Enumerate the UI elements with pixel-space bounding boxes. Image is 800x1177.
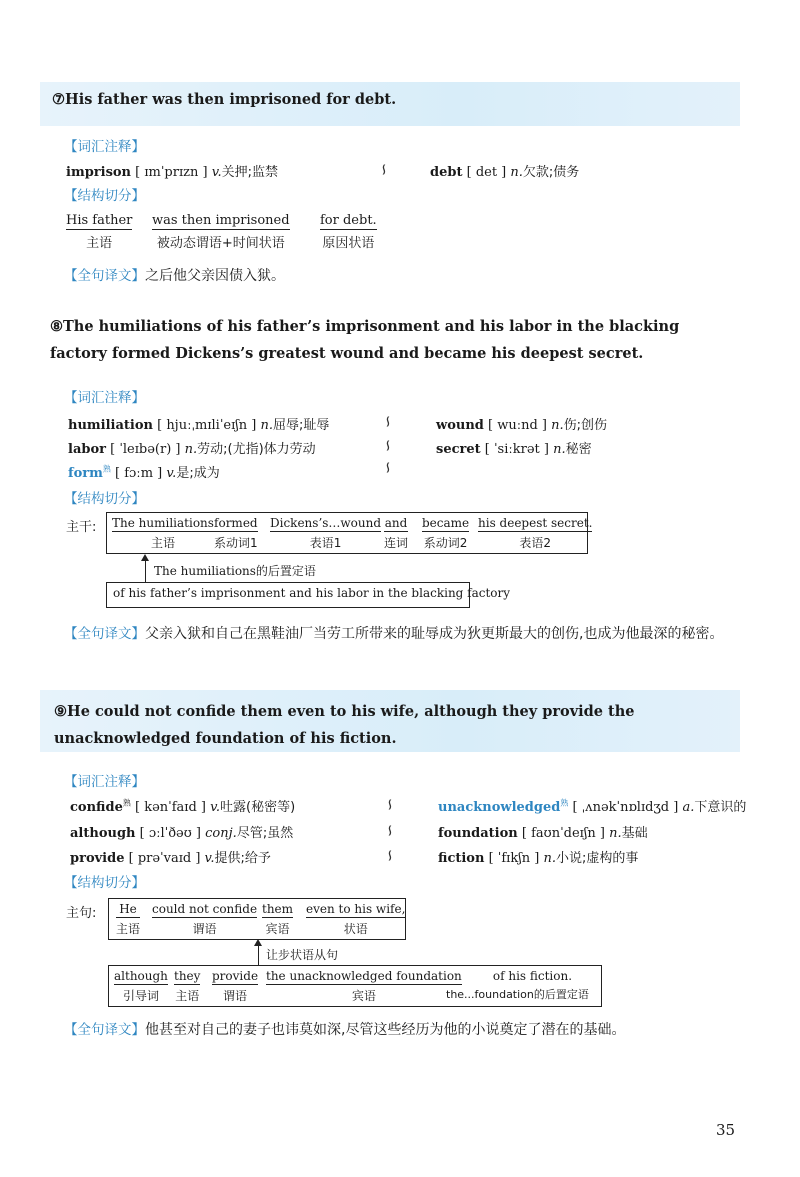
segment-subject-7: His father 主语 [66, 213, 133, 251]
segment-adverbial-7: for debt. 原因状语 [320, 213, 377, 251]
sentence-9: ⑨He could not confide them even to his wife, although they provide the unacknowledged foundation of his fiction. [54, 703, 635, 747]
vocab-foundation: foundation [ faʊnˈdeɪʃn ] n.基础 [438, 826, 648, 841]
vocab-fiction: fiction [ ˈfɪkʃn ] n.小说;虚构的事 [438, 851, 639, 866]
sub-segment-9-2: they 主语 [174, 969, 201, 1003]
segment-9-2: could not confide 谓语 [152, 902, 258, 936]
vocab-although: although [ ɔːlˈðəʊ ] conj.尽管;虽然 [70, 826, 294, 841]
main-label-9: 主句: [66, 906, 97, 921]
arrow-note-9: 让步状语从句 [266, 948, 339, 962]
segment-8-1: The humiliations 主语 [112, 516, 214, 550]
vocab-label-9: 【词汇注释】 [64, 774, 145, 790]
sentence-7: ⑦His father was then imprisoned for debt. [52, 91, 397, 108]
vocab-debt: debt [ det ] n.欠款;债务 [430, 165, 580, 180]
divider-wave-icon: ∽ [379, 414, 399, 429]
segment-8-4: and 连词 [384, 516, 409, 550]
translation-7: 【全句译文】之后他父亲因债入狱。 [64, 268, 285, 284]
vocab-secret: secret [ ˈsiːkrət ] n.秘密 [436, 442, 592, 457]
sub-segment-9-3: provide 谓语 [212, 969, 259, 1003]
segment-9-4: even to his wife, 状语 [306, 902, 406, 936]
vocab-label-8: 【词汇注释】 [64, 390, 145, 406]
arrow-note-8: The humiliations的后置定语 [154, 564, 316, 578]
segment-8-3: Dickens’s…wound 表语1 [270, 516, 382, 550]
structure-label-9: 【结构切分】 [64, 875, 145, 891]
sub-segment-9-1: although 引导词 [114, 969, 168, 1003]
segment-9-1: He 主语 [116, 902, 141, 936]
translation-9: 【全句译文】他甚至对自己的妻子也讳莫如深,尽管这些经历为他的小说奠定了潜在的基础。 [64, 1022, 626, 1038]
structure-label-8: 【结构切分】 [64, 491, 145, 507]
sentence-8: ⑧The humiliations of his father’s imprisonment and his labor in the blacking factory formed Dickens’s greatest wound and became his deepest secret. [50, 318, 680, 362]
vocab-unacknowledged: unacknowledged$^熟$ [ ˌʌnəkˈnɒlɪdʒd ] a.下意识的 [438, 798, 747, 815]
divider-wave-icon: ∽ [375, 162, 395, 177]
segment-predicate-7: was then imprisoned 被动态谓语+时间状语 [152, 213, 290, 251]
arrow-line [145, 560, 146, 582]
structure-label-7: 【结构切分】 [64, 188, 145, 204]
divider-wave-icon: ∽ [381, 823, 401, 838]
vocab-confide: confide$^熟$ [ kənˈfaɪd ] v.吐露(秘密等) [70, 798, 296, 815]
divider-wave-icon: ∽ [379, 438, 399, 453]
vocab-imprison: imprison [ ɪmˈprɪzn ] v.关押;监禁 [66, 165, 279, 180]
sub-segment-9-4: the unacknowledged foundation 宾语 [266, 969, 462, 1003]
main-label-8: 主干: [66, 520, 97, 535]
vocab-labor: labor [ ˈleɪbə(r) ] n.劳动;(尤指)体力劳动 [68, 442, 316, 457]
divider-wave-icon: ∽ [381, 848, 401, 863]
vocab-label-7: 【词汇注释】 [64, 139, 145, 155]
vocab-wound: wound [ wuːnd ] n.伤;创伤 [436, 418, 608, 433]
arrow-line [258, 945, 259, 965]
sub-clause-8: of his father’s imprisonment and his labor in the blacking factory [113, 586, 511, 600]
segment-8-6: his deepest secret. 表语2 [478, 516, 593, 550]
sub-segment-9-5: of his fiction. the...foundation的后置定语 [446, 969, 589, 1001]
vocab-provide: provide [ prəˈvaɪd ] v.提供;给予 [70, 851, 271, 866]
segment-8-2: formed 系动词1 [214, 516, 258, 550]
segment-8-5: became 系动词2 [422, 516, 470, 550]
vocab-form: form$^熟$ [ fɔːm ] v.是;成为 [68, 464, 220, 481]
page-number: 35 [716, 1121, 736, 1139]
divider-wave-icon: ∽ [381, 797, 401, 812]
segment-9-3: them 宾语 [262, 902, 294, 936]
translation-8: 【全句译文】父亲入狱和自己在黑鞋油厂当劳工所带来的耻辱成为狄更斯最大的创伤,也成为他最深的秘密。 [64, 626, 724, 642]
divider-wave-icon: ∽ [379, 460, 399, 475]
vocab-humiliation: humiliation [ hjuːˌmɪliˈeɪʃn ] n.屈辱;耻辱 [68, 418, 330, 433]
